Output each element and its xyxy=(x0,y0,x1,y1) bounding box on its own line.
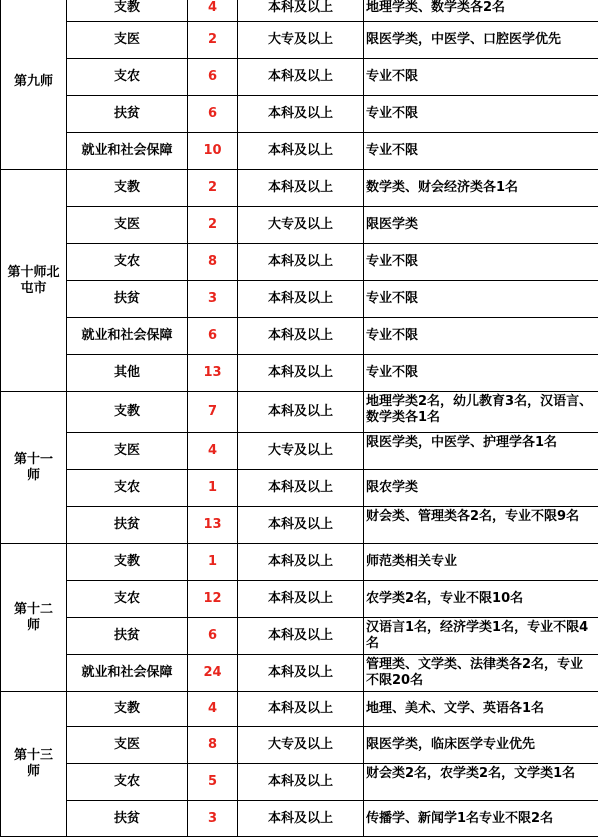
requirement-cell: 传播学、新闻学1名专业不限2名 xyxy=(364,801,598,837)
education-cell: 本科及以上 xyxy=(238,96,364,133)
unit-name: 第十一师 xyxy=(13,452,54,484)
count-cell: 13 xyxy=(188,355,238,392)
table-row xyxy=(1,392,598,433)
table-row xyxy=(1,96,598,133)
table-row xyxy=(1,59,598,96)
requirement-cell: 财会类2名，农学类2名，文学类1名 xyxy=(364,764,598,801)
table-row xyxy=(1,655,598,692)
requirement-cell: 专业不限 xyxy=(364,355,598,392)
table-row xyxy=(1,801,598,837)
unit-cell xyxy=(1,392,67,544)
education-cell: 本科及以上 xyxy=(238,392,364,433)
table-body xyxy=(1,0,598,837)
education-cell: 本科及以上 xyxy=(238,544,364,581)
table-row xyxy=(1,318,598,355)
table-row xyxy=(1,170,598,207)
count-cell: 6 xyxy=(188,59,238,96)
position-cell: 支农 xyxy=(67,470,188,507)
table-row xyxy=(1,581,598,618)
unit-name: 第十二师 xyxy=(13,602,54,634)
table-row xyxy=(1,544,598,581)
education-cell: 本科及以上 xyxy=(238,318,364,355)
table-row xyxy=(1,764,598,801)
requirement-cell: 专业不限 xyxy=(364,96,598,133)
unit-name: 第十三师 xyxy=(13,748,54,780)
position-cell: 支农 xyxy=(67,244,188,281)
table-row xyxy=(1,692,598,727)
education-cell: 本科及以上 xyxy=(238,470,364,507)
requirement-cell: 地理学类、数学类各2名 xyxy=(364,0,598,22)
table-row xyxy=(1,207,598,244)
position-cell: 支农 xyxy=(67,764,188,801)
unit-cell xyxy=(1,170,67,392)
education-cell: 本科及以上 xyxy=(238,59,364,96)
position-cell: 支医 xyxy=(67,22,188,59)
requirement-cell: 专业不限 xyxy=(364,133,598,170)
count-cell: 10 xyxy=(188,133,238,170)
requirement-cell: 限医学类，中医学、护理学各1名 xyxy=(364,433,598,470)
count-cell: 3 xyxy=(188,281,238,318)
table-row xyxy=(1,0,598,22)
position-cell: 支教 xyxy=(67,692,188,727)
count-cell: 13 xyxy=(188,507,238,544)
education-cell: 本科及以上 xyxy=(238,764,364,801)
count-cell: 6 xyxy=(188,96,238,133)
position-cell: 其他 xyxy=(67,355,188,392)
requirement-cell: 限医学类，临床医学专业优先 xyxy=(364,727,598,764)
count-cell: 4 xyxy=(188,0,238,22)
count-cell: 2 xyxy=(188,207,238,244)
table-row xyxy=(1,727,598,764)
position-cell: 扶贫 xyxy=(67,801,188,837)
education-cell: 大专及以上 xyxy=(238,22,364,59)
count-cell: 2 xyxy=(188,22,238,59)
education-cell: 本科及以上 xyxy=(238,692,364,727)
requirement-cell: 专业不限 xyxy=(364,318,598,355)
count-cell: 2 xyxy=(188,170,238,207)
requirement-cell: 财会类、管理类各2名，专业不限9名 xyxy=(364,507,598,544)
education-cell: 本科及以上 xyxy=(238,244,364,281)
count-cell: 4 xyxy=(188,692,238,727)
requirement-cell: 数学类、财会经济类各1名 xyxy=(364,170,598,207)
requirement-cell: 地理、美术、文学、英语各1名 xyxy=(364,692,598,727)
position-cell: 扶贫 xyxy=(67,618,188,655)
education-cell: 本科及以上 xyxy=(238,170,364,207)
requirement-cell: 专业不限 xyxy=(364,281,598,318)
requirement-cell: 限农学类 xyxy=(364,470,598,507)
education-cell: 本科及以上 xyxy=(238,133,364,170)
unit-cell xyxy=(1,0,67,170)
table-row xyxy=(1,507,598,544)
position-cell: 支医 xyxy=(67,727,188,764)
education-cell: 本科及以上 xyxy=(238,618,364,655)
education-cell: 大专及以上 xyxy=(238,727,364,764)
position-cell: 支医 xyxy=(67,207,188,244)
education-cell: 本科及以上 xyxy=(238,355,364,392)
position-cell: 就业和社会保障 xyxy=(67,133,188,170)
position-cell: 支教 xyxy=(67,544,188,581)
position-cell: 支教 xyxy=(67,0,188,22)
count-cell: 8 xyxy=(188,727,238,764)
table-row xyxy=(1,433,598,470)
count-cell: 7 xyxy=(188,392,238,433)
position-cell: 支农 xyxy=(67,581,188,618)
count-cell: 1 xyxy=(188,470,238,507)
count-cell: 1 xyxy=(188,544,238,581)
position-cell: 扶贫 xyxy=(67,507,188,544)
unit-cell xyxy=(1,544,67,692)
position-cell: 支教 xyxy=(67,170,188,207)
education-cell: 本科及以上 xyxy=(238,581,364,618)
requirement-cell: 农学类2名，专业不限10名 xyxy=(364,581,598,618)
education-cell: 本科及以上 xyxy=(238,655,364,692)
table-row xyxy=(1,281,598,318)
count-cell: 24 xyxy=(188,655,238,692)
education-cell: 本科及以上 xyxy=(238,507,364,544)
education-cell: 大专及以上 xyxy=(238,207,364,244)
position-cell: 支医 xyxy=(67,433,188,470)
education-cell: 大专及以上 xyxy=(238,433,364,470)
requirement-cell: 专业不限 xyxy=(364,59,598,96)
table-row xyxy=(1,470,598,507)
count-cell: 6 xyxy=(188,318,238,355)
position-cell: 支农 xyxy=(67,59,188,96)
count-cell: 4 xyxy=(188,433,238,470)
requirement-cell: 专业不限 xyxy=(364,244,598,281)
count-cell: 3 xyxy=(188,801,238,837)
education-cell: 本科及以上 xyxy=(238,0,364,22)
requirement-cell: 地理学类2名，幼儿教育3名，汉语言、数学类各1名 xyxy=(364,392,598,433)
table-row xyxy=(1,618,598,655)
requirement-cell: 管理类、文学类、法律类各2名，专业不限20名 xyxy=(364,655,598,692)
position-cell: 扶贫 xyxy=(67,281,188,318)
unit-cell xyxy=(1,692,67,837)
requirement-cell: 汉语言1名，经济学类1名，专业不限4名 xyxy=(364,618,598,655)
table-row xyxy=(1,244,598,281)
unit-name: 第九师 xyxy=(14,74,53,90)
education-cell: 本科及以上 xyxy=(238,801,364,837)
position-cell: 扶贫 xyxy=(67,96,188,133)
requirement-cell: 师范类相关专业 xyxy=(364,544,598,581)
requirement-cell: 限医学类，中医学、口腔医学优先 xyxy=(364,22,598,59)
count-cell: 6 xyxy=(188,618,238,655)
count-cell: 12 xyxy=(188,581,238,618)
table-row xyxy=(1,133,598,170)
position-cell: 就业和社会保障 xyxy=(67,318,188,355)
table-row xyxy=(1,22,598,59)
count-cell: 8 xyxy=(188,244,238,281)
position-cell: 支教 xyxy=(67,392,188,433)
table-row xyxy=(1,355,598,392)
education-cell: 本科及以上 xyxy=(238,281,364,318)
unit-name: 第十师北屯市 xyxy=(7,265,61,297)
count-cell: 5 xyxy=(188,764,238,801)
requirement-cell: 限医学类 xyxy=(364,207,598,244)
position-cell: 就业和社会保障 xyxy=(67,655,188,692)
